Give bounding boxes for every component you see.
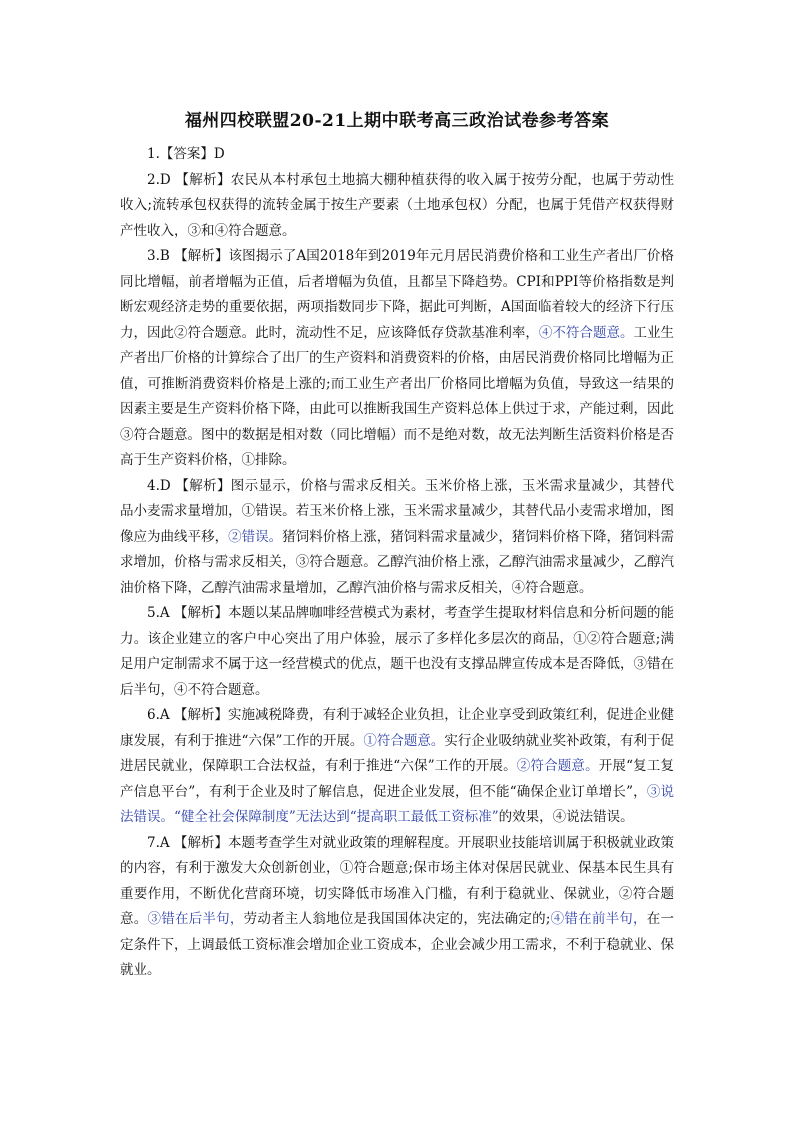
highlighted-text: ④错在前半句， (550, 911, 647, 927)
answer-text: 2.D 【解析】农民从本村承包土地搞大棚种植获得的收入属于按劳分配，也属于劳动性收入;流转承包权获得的流转金属于按生产要素（土地承包权）分配，也属于凭借产权获得财产性收入，③和④符合题意。 (120, 171, 674, 239)
answer-item (120, 168, 674, 245)
answer-item (120, 474, 674, 602)
highlighted-text: ②错误。 (228, 528, 283, 545)
answer-text: 5.A 【解析】本题以某品牌咖啡经营模式为素材，考查学生提取材料信息和分析问题的能力。该企业建立的客户中心突出了用户体验，展示了多样化多层次的商品，①②符合题意;满足用户定制需求不属于这一经营模式的优点，题干也没有支撑品牌宣传成本是否降低，③错在后半句，④不符合题意。 (120, 605, 674, 698)
answer-text: 劳动者主人翁地位是我国国体决定的，宪法确定的; (243, 911, 551, 927)
answer-text: 3.B 【解析】该图揭示了A国2018年到2019年元月居民消费价格和工业生产者出厂价格同比增幅，前者增幅为正值，后者增幅为负值，且都呈下降趋势。CPI和PPI等价格指数是判断宏观经济走势的重要依据，两项指数同步下降，据此可判断，A国面临着较大的经济下行压力，因此②符合题意。此时，流动性不足，应该降低存贷款基准利率， (120, 248, 674, 341)
answer-text: 工业生产者出厂价格的计算综合了出厂的生产资料和消费资料的价格，由居民消费价格同比增幅为正值，可推断消费资料价格是上涨的;而工业生产者出厂价格同比增幅为负值，导致这一结果的因素主要是生产资料价格下降，由此可以推断我国生产资料总体上供过于求，产能过剩，因此③符合题意。图中的数据是相对数（同比增幅）而不是绝对数，故无法判断生活资料价格是否高于生产资料价格，①排除。 (120, 324, 675, 468)
answer-list (120, 142, 674, 984)
answer-item (120, 703, 674, 831)
answer-text: 4.D 【解析】图示显示，价格与需求反相关。玉米价格上涨，玉米需求量减少，其替代品小麦需求量增加，①错误。若玉米价格上涨，玉米需求量减少，其替代品小麦需求增加，图像应为曲线平移， (120, 477, 674, 545)
answer-text: 在一定条件下，上调最低工资标准会增加企业工资成本，企业会减少用工需求，不利于稳就业、保就业。 (120, 911, 675, 978)
highlighted-text: ④不符合题意。 (538, 324, 634, 341)
answer-text: 开展“复工复产信息平台”，有利于企业及时了解信息，促进企业发展，但不能“确保企业订单增长”， (120, 758, 674, 800)
highlighted-text: ①符合题意。 (363, 732, 445, 749)
answer-item (120, 831, 674, 984)
answer-item (120, 601, 674, 703)
highlighted-text: ③说法错误。“健全社会保障制度”无法达到“提高职工最低工资标准” (120, 783, 674, 825)
answer-item (120, 244, 674, 474)
answer-text: 1.【答案】D (147, 146, 225, 162)
highlighted-text: ③错在后半句， (147, 911, 244, 927)
answer-text: 的效果，④说法错误。 (498, 809, 634, 825)
answer-text: 猪饲料价格上涨，猪饲料需求量减少，猪饲料价格下降，猪饲料需求增加，价格与需求反相关，③符合题意。乙醇汽油价格上涨，乙醇汽油需求量减少，乙醇汽油价格下降，乙醇汽油需求量增加，乙醇汽油价格与需求反相关，④符合题意。 (120, 528, 675, 596)
page-title: 福州四校联盟20-21上期中联考高三政治试卷参考答案 (184, 111, 610, 131)
answer-text: 6.A 【解析】实施减税降费，有利于减轻企业负担，让企业享受到政策红利，促进企业健康发展，有利于推进“六保”工作的开展。 (120, 707, 674, 749)
answer-item (120, 142, 674, 168)
answer-text: 7.A 【解析】本题考查学生对就业政策的理解程度。开展职业技能培训属于积极就业政策的内容，有利于激发大众创新创业，①符合题意;保市场主体对保居民就业、保基本民生具有重要作用，不断优化营商环境，切实降低市场准入门槛，有利于稳就业、保就业，②符合题意。 (120, 834, 674, 927)
highlighted-text: ②符合题意。 (516, 758, 599, 774)
answer-text: 实行企业吸纳就业奖补政策，有利于促进居民就业，保障职工合法权益，有利于推进“六保”工作的开展。 (120, 732, 674, 774)
